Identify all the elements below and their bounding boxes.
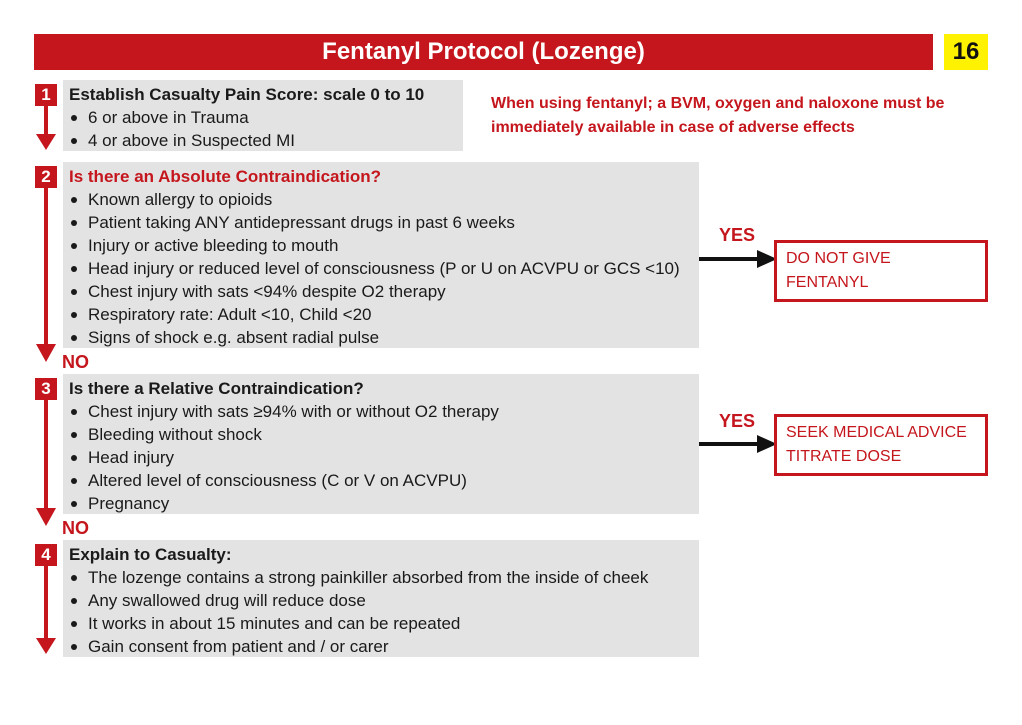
step-2-box [63, 162, 699, 348]
list-item: Any swallowed drug will reduce dose [69, 589, 693, 612]
list-item: Known allergy to opioids [69, 188, 693, 211]
list-item: Chest injury with sats <94% despite O2 therapy [69, 280, 693, 303]
flow-arrowhead-step3 [36, 508, 56, 526]
flow-line-step4 [44, 564, 48, 640]
step-2-heading: Is there an Absolute Contraindication? [69, 167, 382, 186]
step-1-heading: Establish Casualty Pain Score: scale 0 to 10 [69, 85, 425, 104]
list-item: Head injury [69, 446, 693, 469]
safety-warning: When using fentanyl; a BVM, oxygen and naloxone must be immediately available in case of adverse effects [491, 95, 945, 136]
list-item: Altered level of consciousness (C or V on ACVPU) [69, 469, 693, 492]
step-3-box [63, 374, 699, 514]
outcome-line: TITRATE DOSE [786, 448, 902, 465]
step-1-box [63, 80, 463, 151]
outcome-line: SEEK MEDICAL ADVICE [786, 424, 967, 441]
outcome-do-not-give [774, 240, 988, 302]
flow-line-step3 [44, 398, 48, 510]
list-item: The lozenge contains a strong painkiller absorbed from the inside of cheek [69, 566, 693, 589]
list-item: Gain consent from patient and / or carer [69, 635, 693, 658]
step-4-heading: Explain to Casualty: [69, 545, 232, 564]
step-number-3: 3 [35, 378, 57, 400]
outcome-line: DO NOT GIVE FENTANYL [786, 250, 891, 291]
list-item: It works in about 15 minutes and can be repeated [69, 612, 693, 635]
protocol-title: Fentanyl Protocol (Lozenge) [34, 34, 933, 70]
yes-arrow-line-step3 [698, 442, 760, 446]
list-item: Head injury or reduced level of consciousness (P or U on ACVPU or GCS <10) [69, 257, 693, 280]
list-item: Pregnancy [69, 492, 693, 515]
list-item: Signs of shock e.g. absent radial pulse [69, 326, 693, 349]
flow-arrowhead-step1 [36, 134, 56, 150]
step-4-box [63, 540, 699, 657]
list-item: Patient taking ANY antidepressant drugs in past 6 weeks [69, 211, 693, 234]
list-item: Respiratory rate: Adult <10, Child <20 [69, 303, 693, 326]
list-item: Chest injury with sats ≥94% with or without O2 therapy [69, 400, 693, 423]
yes-arrow-line-step2 [698, 257, 760, 261]
no-label-step2: NO [62, 352, 89, 372]
list-item: 6 or above in Trauma [69, 106, 457, 129]
list-item: Injury or active bleeding to mouth [69, 234, 693, 257]
step-number-2: 2 [35, 166, 57, 188]
step-number-4: 4 [35, 544, 57, 566]
yes-label-step3: YES [719, 411, 756, 431]
flow-arrowhead-step4 [36, 638, 56, 654]
flow-line-step2 [44, 186, 48, 346]
no-label-step3: NO [62, 518, 89, 538]
step-number-1: 1 [35, 84, 57, 106]
list-item: Bleeding without shock [69, 423, 693, 446]
list-item: 4 or above in Suspected MI [69, 129, 457, 152]
step-3-heading: Is there a Relative Contraindication? [69, 379, 364, 398]
flow-arrowhead-step2 [36, 344, 56, 362]
page-number-badge: 16 [944, 34, 988, 70]
yes-label-step2: YES [719, 225, 756, 245]
outcome-seek-advice [774, 414, 988, 476]
flow-line-step1 [44, 104, 48, 136]
